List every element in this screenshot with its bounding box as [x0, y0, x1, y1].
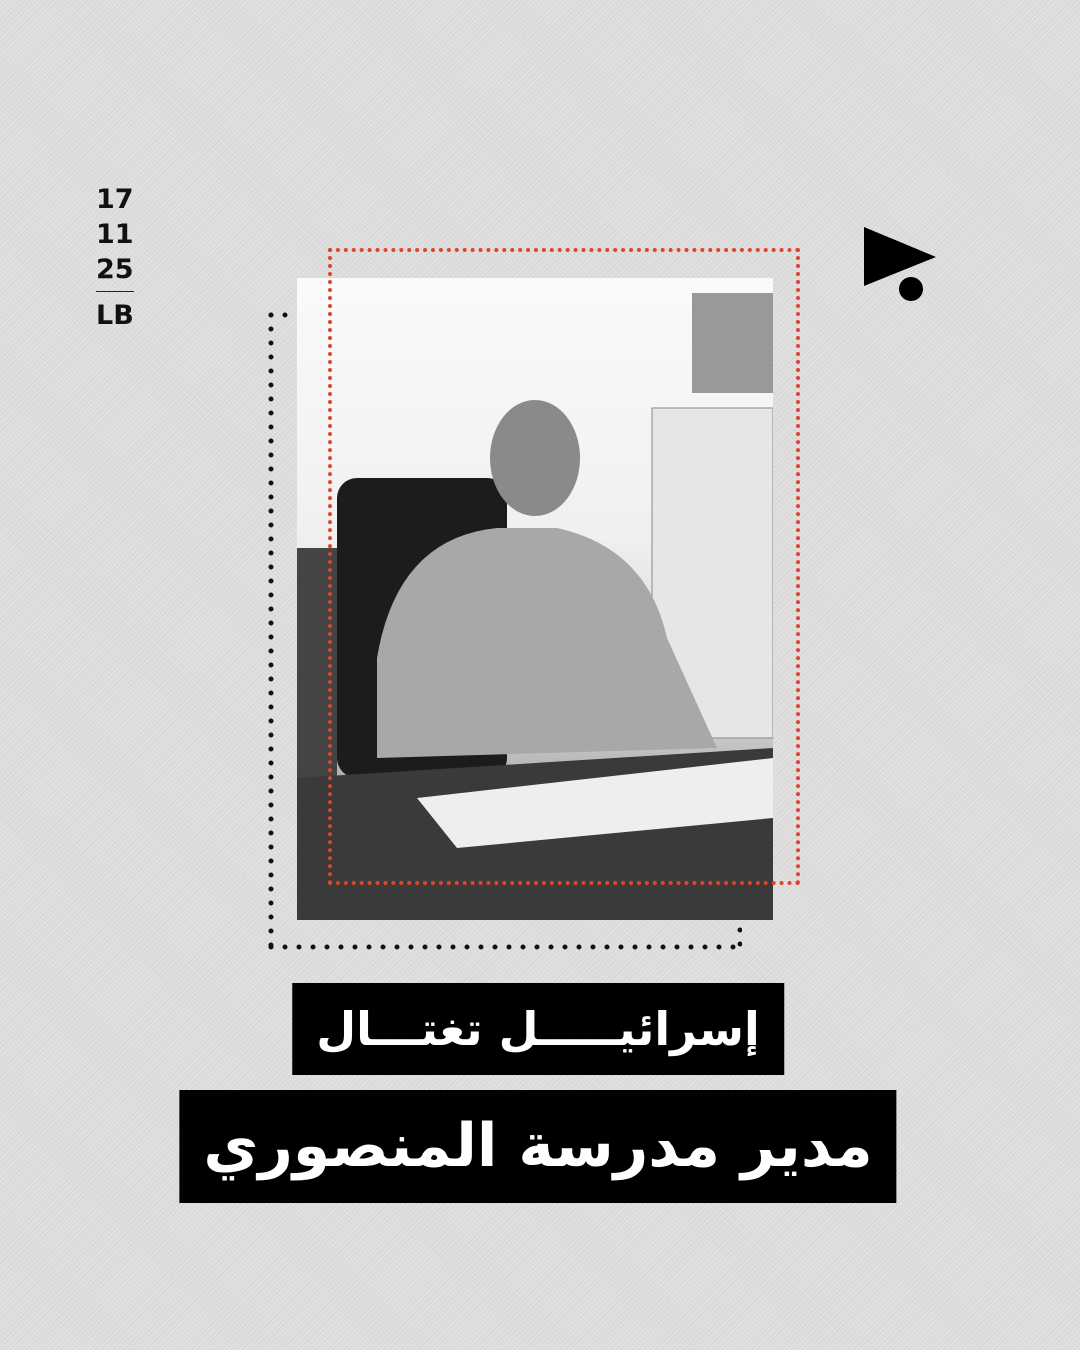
country-code: LB — [96, 300, 134, 331]
headline-line-2: مدير مدرسة المنصوري — [179, 1090, 896, 1203]
date-stamp — [96, 182, 140, 333]
brand-logo-icon — [862, 225, 942, 305]
red-dotted-frame — [328, 248, 800, 885]
date-month: 11 — [96, 219, 134, 250]
headline-line-1: إسرائيـــــل تغتـــال — [292, 983, 784, 1075]
date-day: 17 — [96, 184, 134, 215]
date-year: 25 — [96, 254, 134, 285]
date-divider — [96, 291, 134, 292]
